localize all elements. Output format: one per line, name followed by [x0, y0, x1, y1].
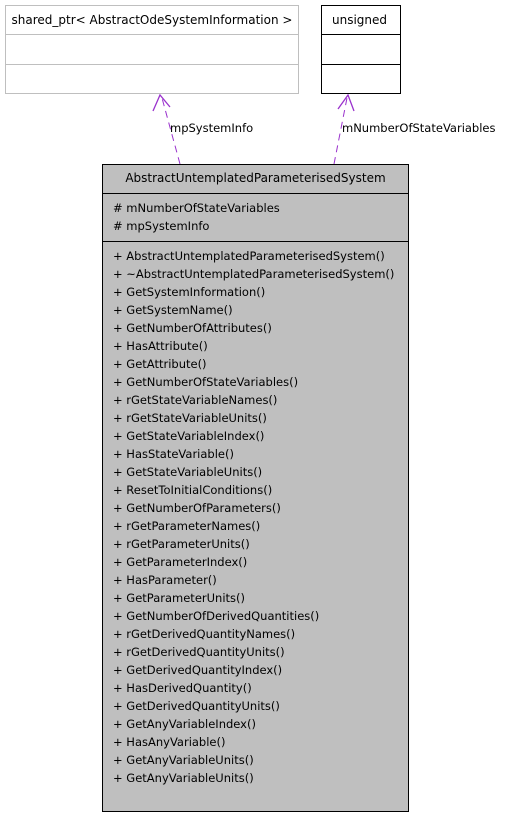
class-shared-ptr-title: shared_ptr< AbstractOdeSystemInformation >	[6, 6, 298, 35]
method-item: + AbstractUntemplatedParameterisedSystem()	[113, 249, 385, 263]
class-unsigned-title: unsigned	[322, 6, 400, 35]
method-item: + GetNumberOfAttributes()	[113, 321, 272, 335]
method-item: + GetSystemInformation()	[113, 285, 266, 299]
main-class-attributes	[103, 194, 408, 242]
method-item: + GetNumberOfParameters()	[113, 501, 281, 515]
class-unsigned[interactable]	[321, 5, 401, 94]
method-item: + rGetParameterNames()	[113, 519, 261, 533]
class-abstract-untemplated-parameterised-system[interactable]	[102, 164, 409, 812]
method-item: + GetAttribute()	[113, 357, 207, 371]
method-item: + ResetToInitialConditions()	[113, 483, 273, 497]
method-item: + GetStateVariableUnits()	[113, 465, 263, 479]
method-item: + rGetStateVariableNames()	[113, 393, 278, 407]
method-item: + ~AbstractUntemplatedParameterisedSystem()	[113, 267, 395, 281]
edge-label-mp-system-info: mpSystemInfo	[170, 121, 254, 135]
method-item: + rGetDerivedQuantityUnits()	[113, 645, 285, 659]
method-item: + GetSystemName()	[113, 303, 233, 317]
edge-label-m-number-of-state-variables: mNumberOfStateVariables	[342, 121, 496, 135]
method-item: + HasAttribute()	[113, 339, 208, 353]
class-unsigned-methods	[322, 65, 400, 93]
class-shared-ptr-methods	[6, 65, 298, 93]
class-shared-ptr[interactable]	[5, 5, 299, 94]
edge-mp-system-info-arrowhead	[153, 95, 170, 111]
method-item: + HasParameter()	[113, 573, 217, 587]
method-item: + GetDerivedQuantityIndex()	[113, 663, 283, 677]
method-item: + GetDerivedQuantityUnits()	[113, 699, 280, 713]
method-item: + GetNumberOfDerivedQuantities()	[113, 609, 320, 623]
method-item: + GetParameterIndex()	[113, 555, 248, 569]
method-item: + GetStateVariableIndex()	[113, 429, 265, 443]
main-class-methods	[103, 242, 408, 787]
method-item: + HasDerivedQuantity()	[113, 681, 252, 695]
method-item: + rGetStateVariableUnits()	[113, 411, 267, 425]
class-shared-ptr-attributes	[6, 35, 298, 65]
attribute-item: # mpSystemInfo	[113, 219, 210, 233]
method-item: + GetAnyVariableUnits()	[113, 753, 254, 767]
method-item: + GetParameterUnits()	[113, 591, 245, 605]
attribute-item: # mNumberOfStateVariables	[113, 201, 280, 215]
class-unsigned-attributes	[322, 35, 400, 65]
method-item: + GetNumberOfStateVariables()	[113, 375, 299, 389]
method-item: + rGetParameterUnits()	[113, 537, 250, 551]
method-item: + rGetDerivedQuantityNames()	[113, 627, 296, 641]
method-item: + HasStateVariable()	[113, 447, 234, 461]
method-item: + GetAnyVariableIndex()	[113, 717, 256, 731]
method-item: + HasAnyVariable()	[113, 735, 226, 749]
main-class-title: AbstractUntemplatedParameterisedSystem	[103, 165, 408, 194]
method-item: + GetAnyVariableUnits()	[113, 771, 254, 785]
